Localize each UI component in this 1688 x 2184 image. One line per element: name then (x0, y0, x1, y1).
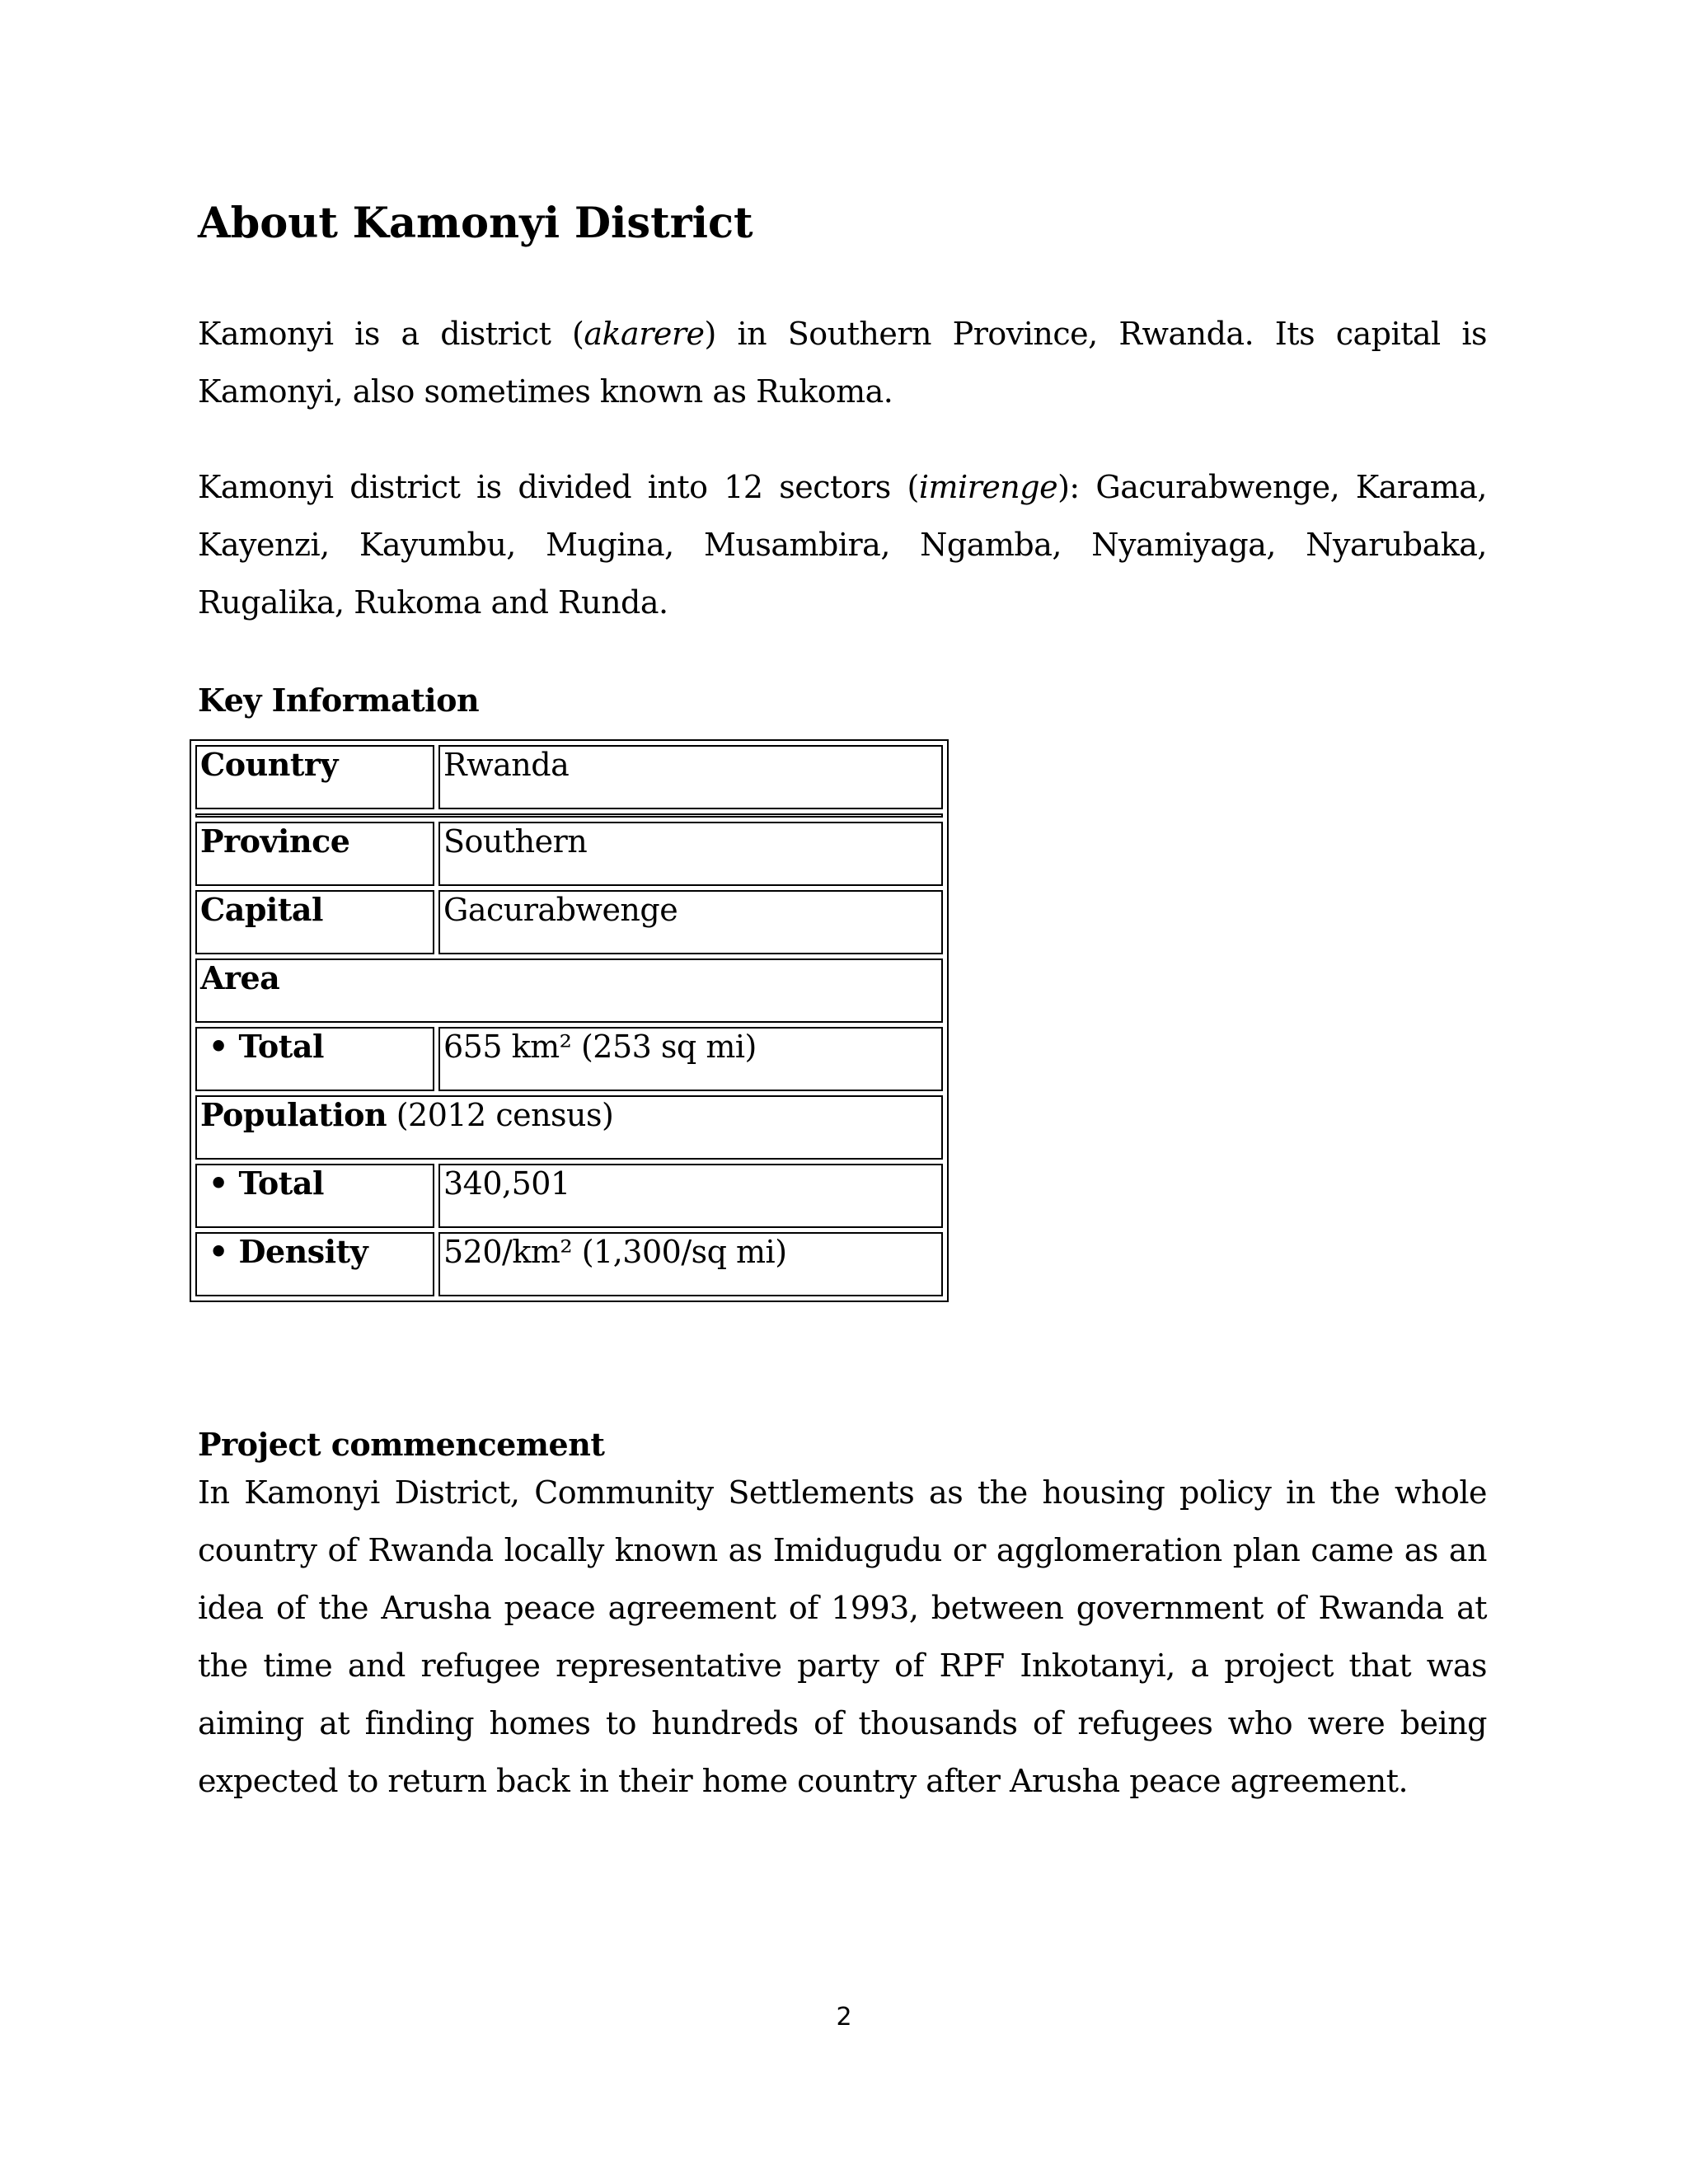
table-separator (195, 813, 943, 818)
population-cell (195, 1095, 943, 1160)
key-information-heading: Key Information (198, 682, 480, 719)
area-total-value: 655 km² (253 sq mi) (438, 1027, 943, 1091)
population-note: (2012 census) (387, 1097, 614, 1133)
area-label: Area (195, 958, 943, 1023)
table-row-area (195, 958, 943, 1023)
intro-paragraph (198, 305, 1487, 420)
table-separator-row (195, 813, 943, 818)
province-value: Southern (438, 822, 943, 886)
area-total-label: • Total (195, 1027, 434, 1091)
sectors-paragraph (198, 458, 1487, 631)
intro-italic-term: akarere (584, 316, 705, 352)
sectors-text-end: ): Gacurabwenge, Karama, Kayenzi, Kayumbu, Mugina, Musambira, Ngamba, Nyamiyaga, Nyarubaka, Rugalika, Rukoma and Runda. (198, 469, 1487, 621)
table-row-density (195, 1232, 943, 1296)
sectors-italic-term: imirenge (918, 469, 1058, 505)
table-row-country (195, 745, 943, 809)
population-total-value: 340,501 (438, 1164, 943, 1228)
table-row-population (195, 1095, 943, 1160)
country-value: Rwanda (438, 745, 943, 809)
province-label: Province (195, 822, 434, 886)
capital-value: Gacurabwenge (438, 890, 943, 954)
project-paragraph: In Kamonyi District, Community Settlements as the housing policy in the whole country of Rwanda locally known as Imidugudu or agglomeration plan came as an idea of the Arusha peace agreement of 1993, between government of Rwanda at the time and refugee representative party of RPF Inkotanyi, a project that was aiming at finding homes to hundreds of thousands of refugees who were being expected to return back in their home country after Arusha peace agreement. (198, 1474, 1487, 1799)
population-label: Population (200, 1096, 387, 1133)
table-row-population-total (195, 1164, 943, 1228)
table-row-province (195, 822, 943, 886)
project-commencement-heading: Project commencement (198, 1426, 605, 1463)
country-label: Country (195, 745, 434, 809)
page-number: 2 (836, 2003, 852, 2032)
density-label: • Density (195, 1232, 434, 1296)
page-title: About Kamonyi District (198, 199, 753, 248)
table-row-capital (195, 890, 943, 954)
intro-text-start: Kamonyi is a district ( (198, 316, 584, 352)
density-value: 520/km² (1,300/sq mi) (438, 1232, 943, 1296)
intro-text-end: ) in Southern Province, Rwanda. Its capital is Kamonyi, also sometimes known as Rukoma. (198, 316, 1487, 410)
capital-label: Capital (195, 890, 434, 954)
sectors-text-start: Kamonyi district is divided into 12 sectors ( (198, 469, 919, 505)
key-information-table (190, 739, 949, 1302)
table-row-area-total (195, 1027, 943, 1091)
population-total-label: • Total (195, 1164, 434, 1228)
